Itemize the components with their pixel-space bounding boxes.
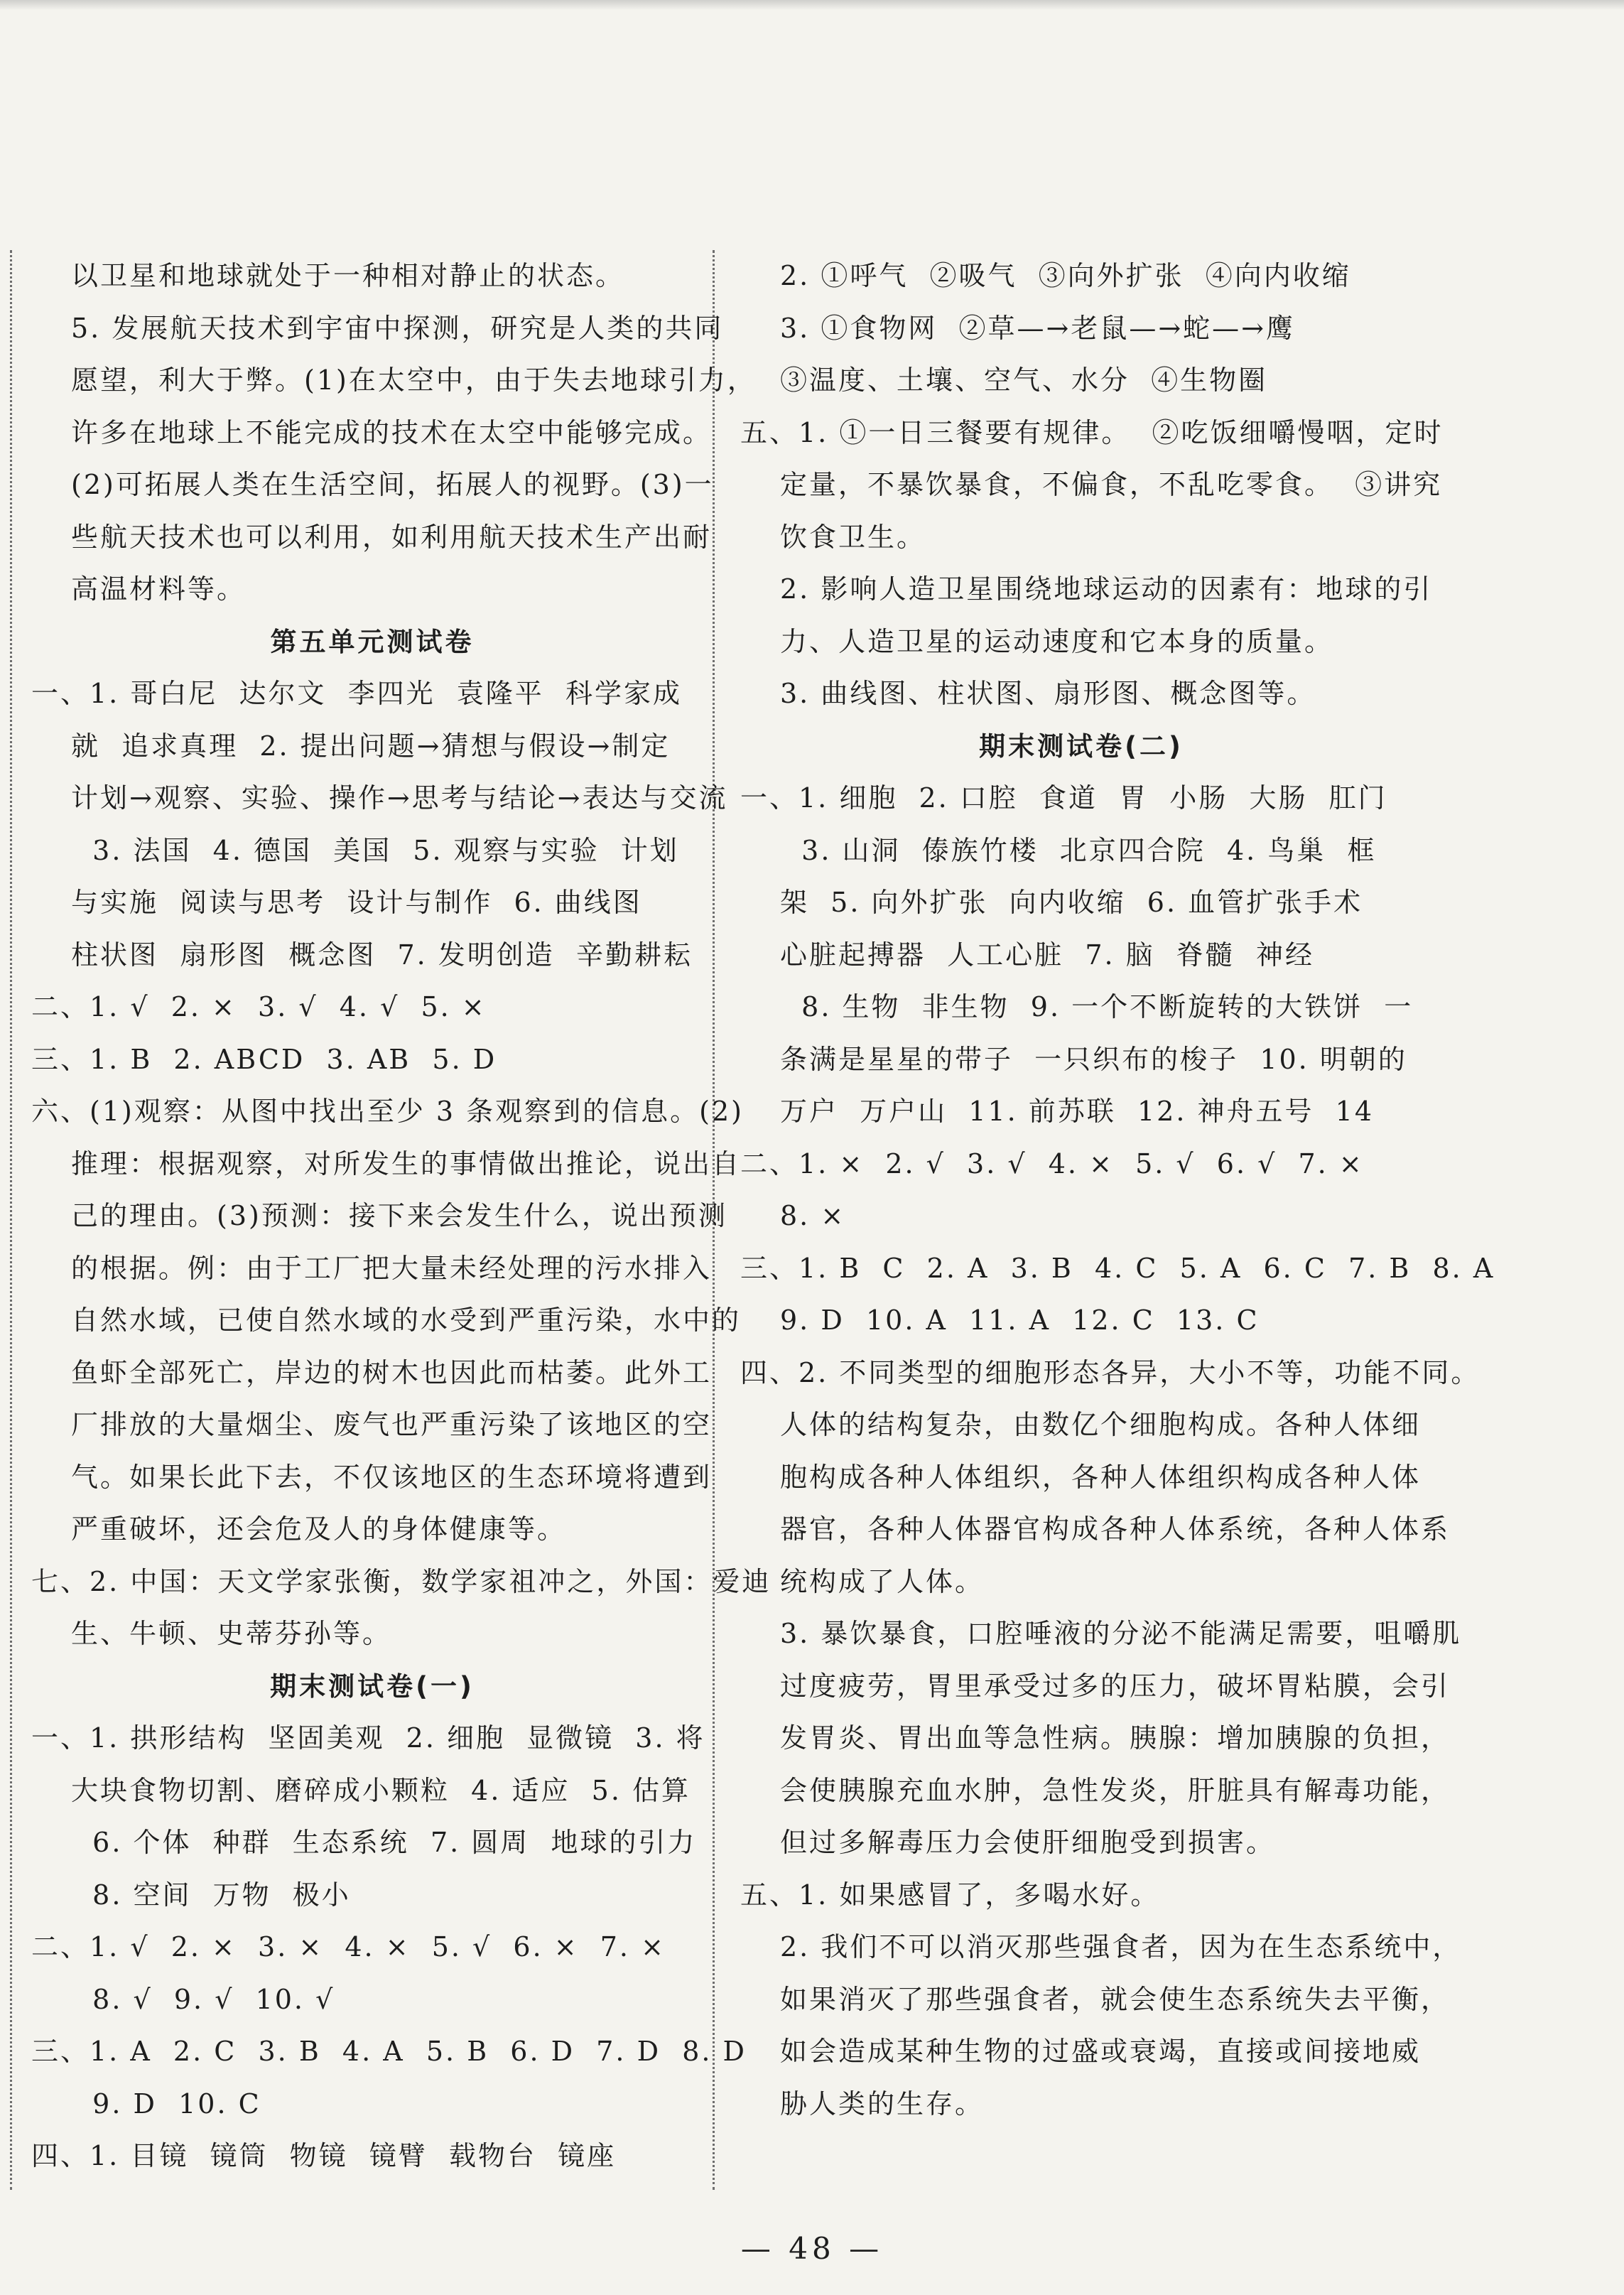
answer-line: 但过多解毒压力会使肝细胞受到损害。 [780, 1827, 1276, 1858]
answer-line: 己的理由。(3)预测：接下来会发生什么，说出预测 [71, 1200, 727, 1231]
page-number: — 48 — [740, 2231, 884, 2266]
answer-line: 5. 发展航天技术到宇宙中探测，研究是人类的共同 [71, 312, 724, 344]
answer-line: 2. ①呼气 ②吸气 ③向外扩张 ④向内收缩 [780, 260, 1351, 291]
answer-line: 8. 空间 万物 极小 [71, 1879, 351, 1911]
answer-line: 五、1. ①一日三餐要有规律。 ②吃饭细嚼慢咽，定时 [740, 416, 1444, 448]
answer-line: 鱼虾全部死亡，岸边的树木也因此而枯萎。此外工 [71, 1356, 713, 1388]
answer-line: 二、1. √ 2. × 3. × 4. × 5. √ 6. × 7. × [31, 1931, 666, 1962]
answer-line: 三、1. A 2. C 3. B 4. A 5. B 6. D 7. D 8. D [31, 2036, 747, 2067]
answer-line: 六、(1)观察：从图中找出至少 3 条观察到的信息。(2) [31, 1096, 744, 1127]
answer-line: 一、1. 哥白尼 达尔文 李四光 袁隆平 科学家成 [31, 678, 682, 709]
answer-line: 严重破坏，还会危及人的身体健康等。 [71, 1513, 567, 1545]
answer-line: 一、1. 拱形结构 坚固美观 2. 细胞 显微镜 3. 将 [31, 1722, 705, 1754]
answer-line: 厂排放的大量烟尘、废气也严重污染了该地区的空 [71, 1409, 713, 1440]
answer-line: 四、2. 不同类型的细胞形态各异，大小不等，功能不同。 [740, 1356, 1480, 1388]
answer-line: 许多在地球上不能完成的技术在太空中能够完成。 [71, 416, 713, 448]
right-answer-column [740, 250, 1495, 2130]
answer-line: 发胃炎、胃出血等急性病。胰腺：增加胰腺的负担， [780, 1722, 1451, 1754]
answer-line: 的根据。例：由于工厂把大量未经处理的污水排入 [71, 1252, 713, 1284]
answer-line: 2. 我们不可以消灭那些强食者，因为在生态系统中， [780, 1931, 1462, 1962]
answer-line: 3. 山洞 傣族竹楼 北京四合院 4. 鸟巢 框 [780, 834, 1377, 866]
left-dotted-rule [10, 250, 12, 2190]
page-top-edge [0, 0, 1624, 10]
answer-line: 自然水域，已使自然水域的水受到严重污染，水中的 [71, 1305, 742, 1336]
answer-line: ③温度、土壤、空气、水分 ④生物圈 [780, 364, 1268, 396]
answer-line: 9. D 10. A 11. A 12. C 13. C [780, 1305, 1260, 1336]
answer-line: (2)可拓展人类在生活空间，拓展人的视野。(3)一 [71, 469, 714, 500]
answer-line: 二、1. √ 2. × 3. √ 4. √ 5. × [31, 991, 487, 1022]
answer-line: 四、1. 目镜 镜筒 物镜 镜臂 载物台 镜座 [31, 2140, 617, 2171]
answer-line: 气。如果长此下去，不仅该地区的生态环境将遭到 [71, 1461, 713, 1493]
answer-line: 高温材料等。 [71, 573, 247, 605]
answer-line: 与实施 阅读与思考 设计与制作 6. 曲线图 [71, 887, 642, 918]
section-heading: 期末测试卷(二) [979, 730, 1184, 762]
answer-line: 推理：根据观察，对所发生的事情做出推论，说出自 [71, 1148, 742, 1179]
answer-line: 生、牛顿、史蒂芬孙等。 [71, 1618, 392, 1649]
answer-line: 3. 暴饮暴食，口腔唾液的分泌不能满足需要，咀嚼肌 [780, 1618, 1462, 1649]
answer-line: 以卫星和地球就处于一种相对静止的状态。 [71, 260, 625, 291]
answer-line: 条满是星星的带子 一只织布的梭子 10. 明朝的 [780, 1043, 1407, 1075]
answer-line: 如果消灭了那些强食者，就会使生态系统失去平衡， [780, 1983, 1451, 2015]
answer-line: 愿望，利大于弊。(1)在太空中，由于失去地球引力， [71, 364, 757, 396]
answer-line: 万户 万户山 11. 前苏联 12. 神舟五号 14 [780, 1096, 1375, 1127]
answer-line: 6. 个体 种群 生态系统 7. 圆周 地球的引力 [71, 1827, 697, 1858]
answer-line: 柱状图 扇形图 概念图 7. 发明创造 辛勤耕耘 [71, 939, 693, 971]
answer-line: 三、1. B C 2. A 3. B 4. C 5. A 6. C 7. B 8. A [740, 1252, 1495, 1284]
answer-line: 3. 曲线图、柱状图、扇形图、概念图等。 [780, 678, 1316, 709]
answer-line: 心脏起搏器 人工心脏 7. 脑 脊髓 神经 [780, 939, 1314, 971]
answer-line: 器官，各种人体器官构成各种人体系统，各种人体系 [780, 1513, 1451, 1545]
answer-line: 力、人造卫星的运动速度和它本身的质量。 [780, 625, 1334, 657]
answer-line: 8. × [780, 1200, 846, 1231]
answer-line: 2. 影响人造卫星围绕地球运动的因素有：地球的引 [780, 573, 1433, 605]
answer-line: 胞构成各种人体组织，各种人体组织构成各种人体 [780, 1461, 1422, 1493]
answer-line: 3. ①食物网 ②草—→老鼠—→蛇—→鹰 [780, 312, 1296, 344]
answer-line: 一、1. 细胞 2. 口腔 食道 胃 小肠 大肠 肛门 [740, 782, 1387, 814]
answer-line: 五、1. 如果感冒了，多喝水好。 [740, 1879, 1160, 1911]
answer-line: 会使胰腺充血水肿，急性发炎，肝脏具有解毒功能， [780, 1774, 1451, 1806]
answer-line: 就 追求真理 2. 提出问题→猜想与假设→制定 [71, 730, 671, 762]
answer-line: 饮食卫生。 [780, 521, 926, 553]
answer-line: 人体的结构复杂，由数亿个细胞构成。各种人体细 [780, 1409, 1422, 1440]
left-answer-column [31, 250, 772, 2183]
answer-line: 8. 生物 非生物 9. 一个不断旋转的大铁饼 一 [780, 991, 1414, 1022]
answer-line: 大块食物切割、磨碎成小颗粒 4. 适应 5. 估算 [71, 1774, 691, 1806]
answer-line: 二、1. × 2. √ 3. √ 4. × 5. √ 6. √ 7. × [740, 1148, 1364, 1179]
answer-line: 些航天技术也可以利用，如利用航天技术生产出耐 [71, 521, 713, 553]
answer-line: 七、2. 中国：天文学家张衡，数学家祖冲之，外国：爱迪 [31, 1565, 772, 1597]
answer-line: 8. √ 9. √ 10. √ [71, 1983, 335, 2015]
answer-line: 定量，不暴饮暴食，不偏食，不乱吃零食。 ③讲究 [780, 469, 1443, 500]
answer-line: 胁人类的生存。 [780, 2088, 985, 2120]
answer-line: 3. 法国 4. 德国 美国 5. 观察与实验 计划 [71, 834, 679, 866]
answer-line: 计划→观察、实验、操作→思考与结论→表达与交流 [71, 782, 728, 814]
answer-line: 三、1. B 2. ABCD 3. AB 5. D [31, 1043, 497, 1075]
answer-line: 如会造成某种生物的过盛或衰竭，直接或间接地威 [780, 2036, 1422, 2067]
answer-line: 9. D 10. C [71, 2088, 261, 2120]
section-heading: 第五单元测试卷 [270, 626, 475, 657]
answer-line: 统构成了人体。 [780, 1565, 985, 1597]
answer-line: 过度疲劳，胃里承受过多的压力，破坏胃粘膜，会引 [780, 1670, 1451, 1702]
answer-line: 架 5. 向外扩张 向内收缩 6. 血管扩张手术 [780, 887, 1363, 918]
section-heading: 期末测试卷(一) [270, 1670, 475, 1702]
